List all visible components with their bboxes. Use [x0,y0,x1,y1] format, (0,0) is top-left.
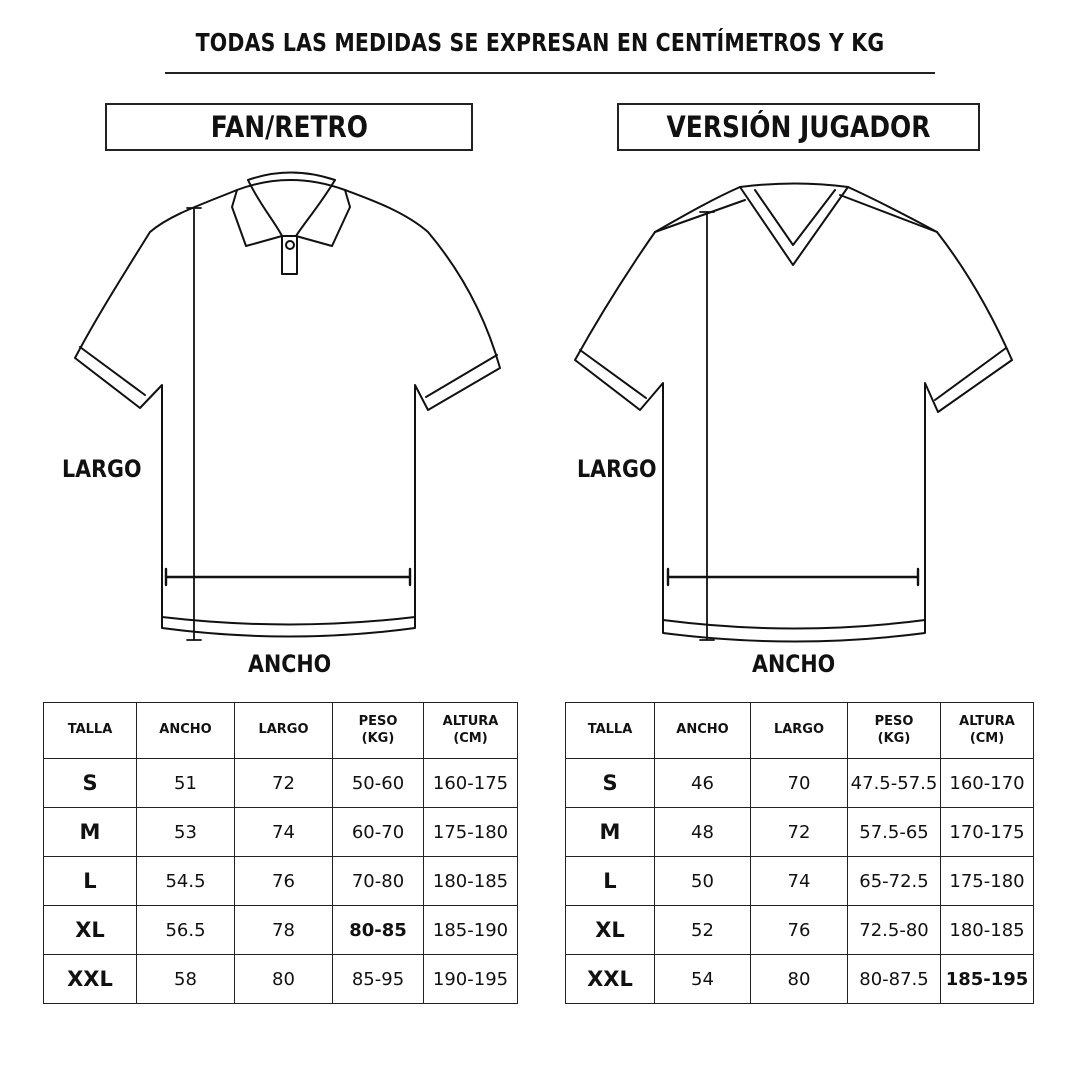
weight-cell: 47.5-57.5 [848,759,941,808]
width-cell: 48 [655,808,751,857]
length-cell: 74 [751,857,848,906]
weight-cell: 85-95 [333,955,424,1004]
height-cell: 175-180 [424,808,518,857]
height-cell: 185-190 [424,906,518,955]
width-cell: 51 [137,759,235,808]
width-cell: 52 [655,906,751,955]
length-cell: 80 [751,955,848,1004]
height-cell: 170-175 [941,808,1034,857]
size-cell: L [566,857,655,906]
table-row [44,808,518,857]
weight-cell: 65-72.5 [848,857,941,906]
weight-cell: 57.5-65 [848,808,941,857]
width-cell: 46 [655,759,751,808]
header-height: ALTURA (CM) [424,703,518,759]
table-row [44,955,518,1004]
length-cell: 76 [235,857,333,906]
table-row [566,857,1034,906]
length-cell: 70 [751,759,848,808]
width-cell: 56.5 [137,906,235,955]
width-cell: 54.5 [137,857,235,906]
length-cell: 76 [751,906,848,955]
height-cell: 160-175 [424,759,518,808]
table-row [566,808,1034,857]
width-cell: 58 [137,955,235,1004]
length-cell: 72 [235,759,333,808]
table-header-row [566,703,1034,759]
player-version-label: VERSIÓN JUGADOR [666,110,931,144]
size-cell: XXL [566,955,655,1004]
header-size: TALLA [566,703,655,759]
table-row [566,759,1034,808]
table-row [44,759,518,808]
height-cell: 190-195 [424,955,518,1004]
weight-cell: 60-70 [333,808,424,857]
weight-cell: 50-60 [333,759,424,808]
length-cell: 74 [235,808,333,857]
width-cell: 53 [137,808,235,857]
fan-size-table [43,702,518,1004]
table-row [566,906,1034,955]
width-cell: 54 [655,955,751,1004]
header-width: ANCHO [655,703,751,759]
size-cell: XL [566,906,655,955]
height-cell: 160-170 [941,759,1034,808]
header-length: LARGO [235,703,333,759]
header-width: ANCHO [137,703,235,759]
player-length-label: LARGO [577,455,657,483]
fan-retro-label: FAN/RETRO [210,110,368,144]
header-length: LARGO [751,703,848,759]
header-weight: PESO (KG) [333,703,424,759]
table-row [44,857,518,906]
header-weight: PESO (KG) [848,703,941,759]
weight-cell: 72.5-80 [848,906,941,955]
size-cell: L [44,857,137,906]
size-cell: M [44,808,137,857]
width-cell: 50 [655,857,751,906]
size-cell: XL [44,906,137,955]
header-size: TALLA [44,703,137,759]
weight-cell: 80-85 [333,906,424,955]
height-cell: 175-180 [941,857,1034,906]
table-header-row [44,703,518,759]
height-cell: 180-185 [424,857,518,906]
height-cell: 180-185 [941,906,1034,955]
page-title: TODAS LAS MEDIDAS SE EXPRESAN EN CENTÍMETROS Y KG [195,28,885,57]
size-cell: M [566,808,655,857]
fan-width-label: ANCHO [248,650,332,678]
fan-length-label: LARGO [62,455,142,483]
header-height: ALTURA (CM) [941,703,1034,759]
length-cell: 72 [751,808,848,857]
size-cell: S [44,759,137,808]
player-size-table [565,702,1034,1004]
height-cell: 185-195 [941,955,1034,1004]
length-cell: 78 [235,906,333,955]
weight-cell: 70-80 [333,857,424,906]
size-cell: XXL [44,955,137,1004]
player-width-label: ANCHO [752,650,836,678]
size-cell: S [566,759,655,808]
length-cell: 80 [235,955,333,1004]
table-row [44,906,518,955]
table-row [566,955,1034,1004]
weight-cell: 80-87.5 [848,955,941,1004]
